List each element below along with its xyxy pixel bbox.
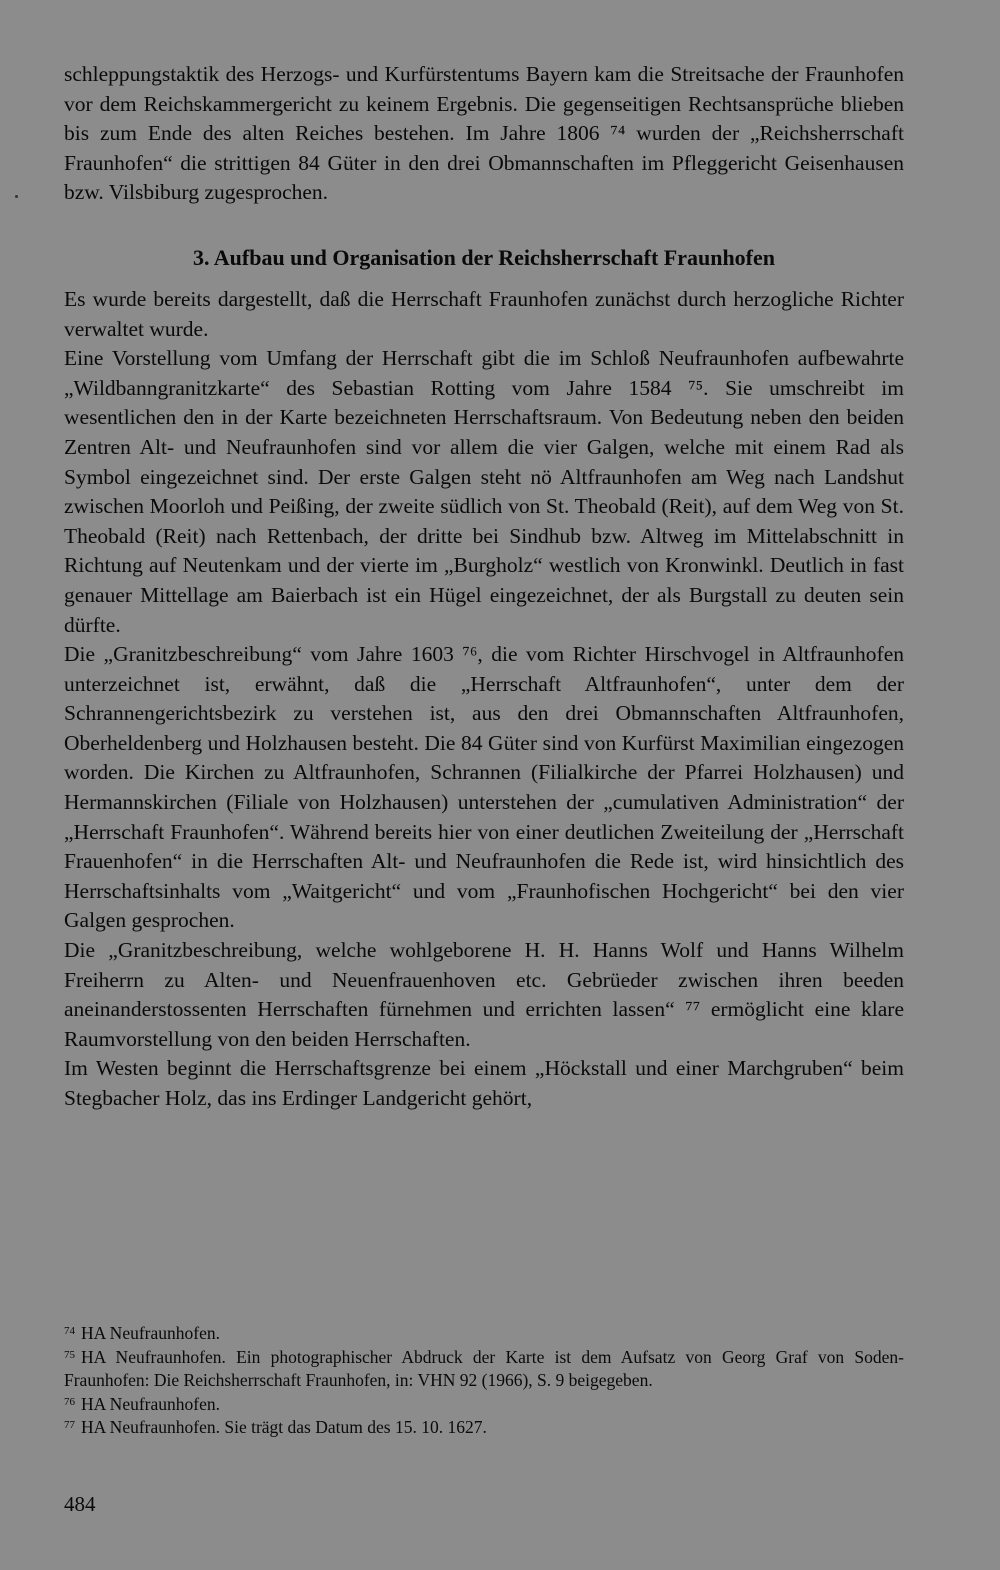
- footnote-number: 77: [64, 1419, 75, 1431]
- footnote-number: 74: [64, 1325, 75, 1337]
- section-heading: 3. Aufbau und Organisation der Reichsherrschaft Fraunhofen: [192, 244, 776, 270]
- body-paragraph-2: Eine Vorstellung vom Umfang der Herrschaft gibt die im Schloß Neufraunhofen aufbewahrte „Wildbanngranitzkarte“ des Sebastian Rotting vom Jahre 1584 ⁷⁵. Sie umschreibt im wesentlichen den in der Karte bezeichneten Herrschaftsraum. Von Bedeutung neben den beiden Zentren Alt- und Neufraunhofen sind vor allem die vier Galgen, welche mit einem Rad als Symbol eingezeichnet sind. Der erste Galgen steht nö Altfraunhofen am Weg nach Landshut zwischen Moorloh und Peißing, der zweite südlich von St. Theobald (Reit), auf dem Weg von St. Theobald (Reit) nach Rettenbach, der dritte bei Sindhub bzw. Altweg im Mittelabschnitt in Richtung auf Neutenkam und der vierte im „Burgholz“ westlich von Kronwinkl. Deutlich in fast genauer Mittellage am Baierbach ist ein Hügel eingezeichnet, der als Burgstall zu deuten sein dürfte.: [64, 346, 904, 637]
- page-body: [64, 60, 904, 1114]
- footnote-text: HA Neufraunhofen. Ein photographischer Abdruck der Karte ist dem Aufsatz von Georg Graf von Soden-Fraunhofen: Die Reichsherrschaft Fraunhofen, in: VHN 92 (1966), S. 9 beigegeben.: [64, 1346, 904, 1390]
- body-paragraph-4: Die „Granitzbeschreibung, welche wohlgeborene H. H. Hanns Wolf und Hanns Wilhelm Freiherrn zu Alten- und Neuenfrauenhoven etc. Gebrüeder zwischen ihren beeden aneinanderstossenten Herrschaften fürnehmen und errichten lassen“ ⁷⁷ ermöglicht eine klare Raumvorstellung von den beiden Herrschaften.: [64, 938, 904, 1051]
- footnote-76: [64, 1393, 904, 1417]
- body-paragraph-5: Im Westen beginnt die Herrschaftsgrenze bei einem „Höckstall und einer Marchgruben“ beim Stegbacher Holz, das ins Erdinger Landgericht gehört,: [64, 1056, 904, 1110]
- footnote-77: [64, 1416, 904, 1440]
- footnote-text: HA Neufraunhofen.: [81, 1393, 220, 1414]
- intro-paragraph: schleppungstaktik des Herzogs- und Kurfürstentums Bayern kam die Streitsache der Fraunhofen vor dem Reichskammergericht zu keinem Ergebnis. Die gegenseitigen Rechtsansprüche blieben bis zum Ende des alten Reiches bestehen. Im Jahre 1806 ⁷⁴ wurden der „Reichsherrschaft Fraunhofen“ die strittigen 84 Güter in den drei Obmannschaften im Pfleggericht Geisenhausen bzw. Vilsbiburg zugesprochen.: [64, 62, 904, 205]
- footnote-text: HA Neufraunhofen. Sie trägt das Datum des 15. 10. 1627.: [81, 1417, 487, 1437]
- footnotes: [64, 1322, 904, 1440]
- footnote-text: HA Neufraunhofen.: [81, 1323, 220, 1343]
- footnote-74: [64, 1322, 904, 1346]
- footnote-number: 75: [64, 1348, 75, 1361]
- page-number: 484: [64, 1492, 96, 1516]
- footnote-75: [64, 1346, 904, 1393]
- body-paragraph-1: Es wurde bereits dargestellt, daß die Herrschaft Fraunhofen zunächst durch herzogliche Richter verwaltet wurde.: [64, 286, 904, 341]
- body-paragraph-3: Die „Granitzbeschreibung“ vom Jahre 1603 ⁷⁶, die vom Richter Hirschvogel in Altfraunhofen unterzeichnet ist, erwähnt, daß die „Herrschaft Altfraunhofen“, unter dem der Schrannengerichtsbezirk zu verstehen ist, aus den drei Obmannschaften Altfraunhofen, Oberheldenberg und Holzhausen besteht. Die 84 Güter sind von Kurfürst Maximilian eingezogen worden. Die Kirchen zu Altfraunhofen, Schrannen (Filialkirche der Pfarrei Holzhausen) und Hermannskirchen (Filiale von Holzhausen) unterstehen der „cumulativen Administration“ der „Herrschaft Fraunhofen“. Während bereits hier von einer deutlichen Zweiteilung der „Herrschaft Frauenhofen“ in die Herrschaften Alt- und Neufraunhofen die Rede ist, wird hinsichtlich des Herrschaftsinhalts vom „Waitgericht“ und vom „Fraunhofischen Hochgericht“ bei den vier Galgen gesprochen.: [64, 642, 904, 933]
- footnote-number: 76: [64, 1395, 75, 1408]
- scan-artifact-dot: [15, 195, 18, 198]
